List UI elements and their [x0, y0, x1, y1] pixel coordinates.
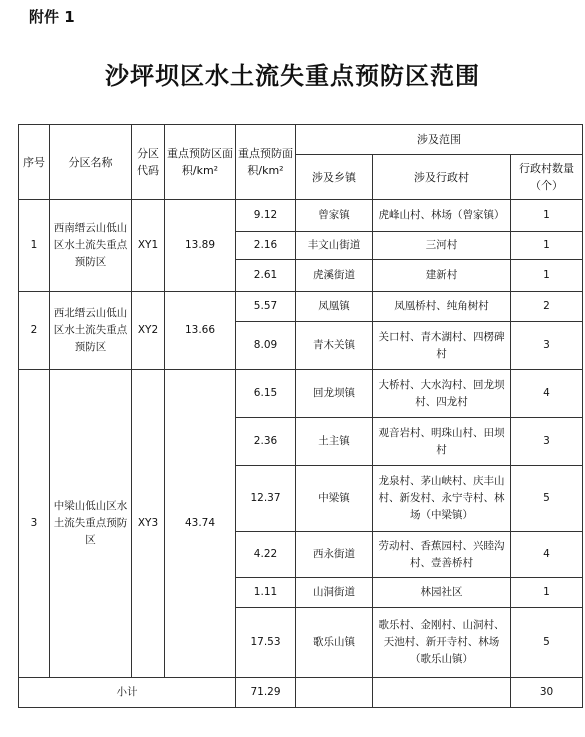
row-town: 凤凰镇 — [296, 292, 373, 322]
subtotal-label: 小计 — [19, 678, 236, 708]
header-seq: 序号 — [19, 125, 50, 200]
row-area: 2.36 — [236, 418, 296, 466]
header-villages: 涉及行政村 — [373, 155, 511, 200]
subtotal-row — [19, 678, 583, 708]
row-area: 2.16 — [236, 232, 296, 260]
row-count: 1 — [511, 578, 583, 608]
zone-area: 43.74 — [165, 370, 236, 678]
zone-code: XY1 — [132, 200, 165, 292]
row-town: 西永街道 — [296, 532, 373, 578]
header-town: 涉及乡镇 — [296, 155, 373, 200]
subtotal-count: 30 — [511, 678, 583, 708]
document-title: 沙坪坝区水土流失重点预防区范围 — [105, 61, 480, 90]
row-count: 5 — [511, 608, 583, 678]
row-count: 1 — [511, 200, 583, 232]
row-villages: 建新村 — [373, 260, 511, 292]
row-town: 曾家镇 — [296, 200, 373, 232]
header-name: 分区名称 — [50, 125, 132, 200]
row-count: 4 — [511, 370, 583, 418]
zone-seq: 2 — [19, 292, 50, 370]
row-town: 中梁镇 — [296, 466, 373, 532]
attachment-label: 附件 1 — [29, 8, 75, 26]
zone-code: XY2 — [132, 292, 165, 370]
row-area: 12.37 — [236, 466, 296, 532]
row-villages: 凤凰桥村、纯角树村 — [373, 292, 511, 322]
row-area: 5.57 — [236, 292, 296, 322]
row-town: 虎溪街道 — [296, 260, 373, 292]
table-row — [19, 200, 583, 232]
row-villages: 歌乐村、金刚村、山洞村、天池村、新开寺村、林场（歌乐山镇） — [373, 608, 511, 678]
header-area-key: 重点预防面积/km² — [236, 125, 296, 200]
subtotal-area: 71.29 — [236, 678, 296, 708]
table-row — [19, 292, 583, 322]
row-area: 2.61 — [236, 260, 296, 292]
header-area-zone: 重点预防区面积/km² — [165, 125, 236, 200]
row-count: 5 — [511, 466, 583, 532]
zone-name: 中梁山低山区水土流失重点预防区 — [50, 370, 132, 678]
row-area: 1.11 — [236, 578, 296, 608]
row-villages: 关口村、青木湖村、四楞碑村 — [373, 322, 511, 370]
row-town: 山洞街道 — [296, 578, 373, 608]
row-count: 3 — [511, 418, 583, 466]
row-town: 土主镇 — [296, 418, 373, 466]
row-count: 4 — [511, 532, 583, 578]
header-scope: 涉及范围 — [296, 125, 583, 155]
row-area: 6.15 — [236, 370, 296, 418]
zone-seq: 3 — [19, 370, 50, 678]
row-villages: 林园社区 — [373, 578, 511, 608]
header-count: 行政村数量（个） — [511, 155, 583, 200]
zone-area: 13.66 — [165, 292, 236, 370]
row-area: 4.22 — [236, 532, 296, 578]
subtotal-town-empty — [296, 678, 373, 708]
row-count: 1 — [511, 260, 583, 292]
row-area: 9.12 — [236, 200, 296, 232]
row-villages: 观音岩村、明珠山村、田坝村 — [373, 418, 511, 466]
row-villages: 劳动村、香蕉园村、兴睦沟村、壹善桥村 — [373, 532, 511, 578]
zone-name: 西北缙云山低山区水土流失重点预防区 — [50, 292, 132, 370]
row-town: 青木关镇 — [296, 322, 373, 370]
row-count: 1 — [511, 232, 583, 260]
row-town: 回龙坝镇 — [296, 370, 373, 418]
row-villages: 龙泉村、茅山峡村、庆丰山村、新发村、永宁寺村、林场（中梁镇） — [373, 466, 511, 532]
zone-name: 西南缙云山低山区水土流失重点预防区 — [50, 200, 132, 292]
row-count: 2 — [511, 292, 583, 322]
table-row — [19, 370, 583, 418]
row-villages: 大桥村、大水沟村、回龙坝村、四龙村 — [373, 370, 511, 418]
zone-area: 13.89 — [165, 200, 236, 292]
prevention-zone-table — [18, 124, 583, 708]
row-villages: 虎峰山村、林场（曾家镇） — [373, 200, 511, 232]
zone-code: XY3 — [132, 370, 165, 678]
row-town: 丰文山街道 — [296, 232, 373, 260]
row-villages: 三河村 — [373, 232, 511, 260]
zone-seq: 1 — [19, 200, 50, 292]
row-town: 歌乐山镇 — [296, 608, 373, 678]
header-code: 分区代码 — [132, 125, 165, 200]
row-area: 17.53 — [236, 608, 296, 678]
subtotal-villages-empty — [373, 678, 511, 708]
row-count: 3 — [511, 322, 583, 370]
row-area: 8.09 — [236, 322, 296, 370]
